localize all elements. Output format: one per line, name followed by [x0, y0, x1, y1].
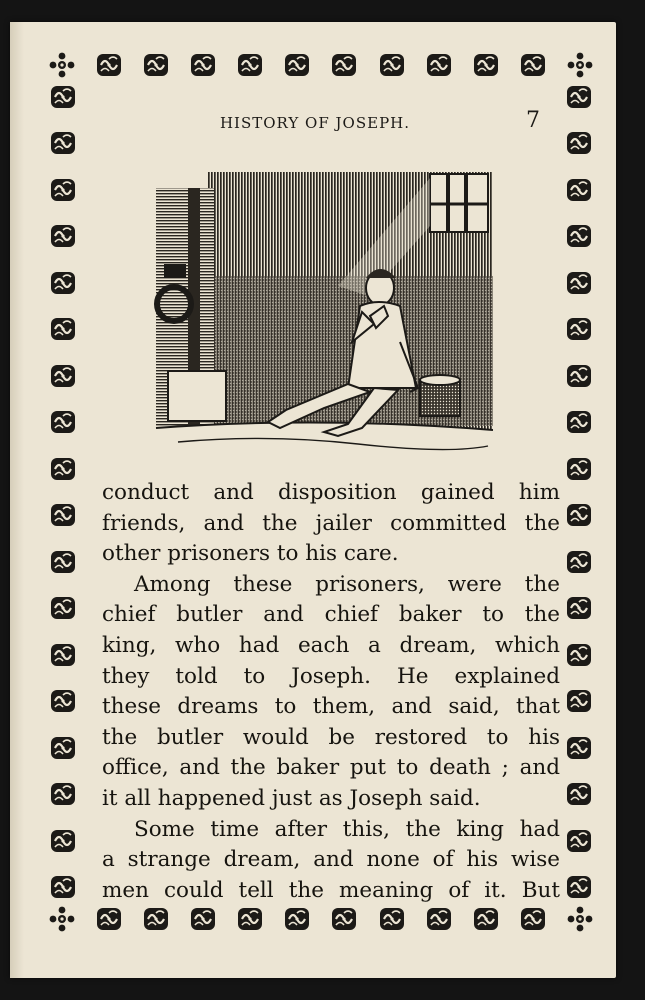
- border-rosette-icon: [566, 906, 594, 932]
- text-line: a strange dream, and none of his wise: [102, 847, 560, 873]
- text-line: chief butler and chief baker to the: [102, 602, 560, 628]
- border-top: [48, 50, 594, 80]
- border-scroll-icon: [236, 906, 264, 932]
- border-rosette-icon: [48, 906, 76, 932]
- border-scroll-icon: [49, 409, 77, 435]
- border-scroll-icon: [425, 906, 453, 932]
- border-rosette-icon: [48, 52, 76, 78]
- border-scroll-icon: [49, 84, 77, 110]
- page-number: 7: [526, 108, 540, 133]
- border-scroll-icon: [565, 177, 593, 203]
- border-scroll-icon: [330, 52, 358, 78]
- book-page: [10, 22, 616, 978]
- border-scroll-icon: [565, 84, 593, 110]
- border-scroll-icon: [565, 363, 593, 389]
- border-scroll-icon: [49, 595, 77, 621]
- border-scroll-icon: [49, 177, 77, 203]
- border-scroll-icon: [565, 828, 593, 854]
- text-line: these dreams to them, and said, that: [102, 694, 560, 720]
- text-line: the butler would be restored to his: [102, 724, 560, 750]
- border-scroll-icon: [49, 781, 77, 807]
- border-scroll-icon: [565, 595, 593, 621]
- text-line: conduct and disposition gained him: [102, 480, 560, 505]
- border-scroll-icon: [425, 52, 453, 78]
- page-gutter: [10, 22, 24, 978]
- border-scroll-icon: [565, 781, 593, 807]
- border-scroll-icon: [565, 409, 593, 435]
- border-scroll-icon: [565, 549, 593, 575]
- border-scroll-icon: [49, 223, 77, 249]
- border-scroll-icon: [378, 906, 406, 932]
- border-scroll-icon: [49, 735, 77, 761]
- border-scroll-icon: [49, 642, 77, 668]
- border-scroll-icon: [236, 52, 264, 78]
- woodcut-illustration: [148, 166, 493, 456]
- border-scroll-icon: [565, 502, 593, 528]
- border-scroll-icon: [519, 906, 547, 932]
- text-line: they told to Joseph. He explained: [102, 663, 560, 689]
- border-scroll-icon: [283, 906, 311, 932]
- border-scroll-icon: [519, 52, 547, 78]
- border-scroll-icon: [49, 130, 77, 156]
- text-line: Among these prisoners, were the: [134, 571, 560, 597]
- border-left: [48, 84, 78, 900]
- border-scroll-icon: [378, 52, 406, 78]
- border-scroll-icon: [565, 874, 593, 900]
- border-scroll-icon: [472, 906, 500, 932]
- border-scroll-icon: [189, 906, 217, 932]
- border-bottom: [48, 904, 594, 934]
- text-line: friends, and the jailer committed the: [102, 510, 560, 536]
- border-scroll-icon: [565, 735, 593, 761]
- running-header: HISTORY OF JOSEPH.: [219, 114, 411, 132]
- text-line: king, who had each a dream, which: [102, 632, 560, 658]
- border-scroll-icon: [49, 270, 77, 296]
- border-scroll-icon: [565, 223, 593, 249]
- border-scroll-icon: [565, 456, 593, 482]
- border-right: [564, 84, 594, 900]
- text-line: it all happened just as Joseph said.: [102, 785, 481, 811]
- border-scroll-icon: [472, 52, 500, 78]
- border-scroll-icon: [49, 502, 77, 528]
- border-scroll-icon: [49, 316, 77, 342]
- border-scroll-icon: [49, 549, 77, 575]
- border-scroll-icon: [142, 52, 170, 78]
- text-line: other prisoners to his care.: [102, 541, 399, 567]
- text-line: office, and the baker put to death ; and: [102, 755, 560, 781]
- border-scroll-icon: [49, 874, 77, 900]
- text-line: men could tell the meaning of it. But: [102, 877, 560, 903]
- border-scroll-icon: [49, 688, 77, 714]
- text-line: Some time after this, the king had: [134, 816, 560, 842]
- border-scroll-icon: [283, 52, 311, 78]
- border-scroll-icon: [142, 906, 170, 932]
- border-scroll-icon: [565, 642, 593, 668]
- border-scroll-icon: [49, 363, 77, 389]
- border-scroll-icon: [49, 456, 77, 482]
- border-scroll-icon: [565, 130, 593, 156]
- border-scroll-icon: [95, 52, 123, 78]
- border-scroll-icon: [565, 688, 593, 714]
- border-scroll-icon: [565, 270, 593, 296]
- border-scroll-icon: [189, 52, 217, 78]
- border-scroll-icon: [330, 906, 358, 932]
- border-scroll-icon: [49, 828, 77, 854]
- border-scroll-icon: [565, 316, 593, 342]
- border-scroll-icon: [95, 906, 123, 932]
- border-rosette-icon: [566, 52, 594, 78]
- body-text: [102, 478, 560, 906]
